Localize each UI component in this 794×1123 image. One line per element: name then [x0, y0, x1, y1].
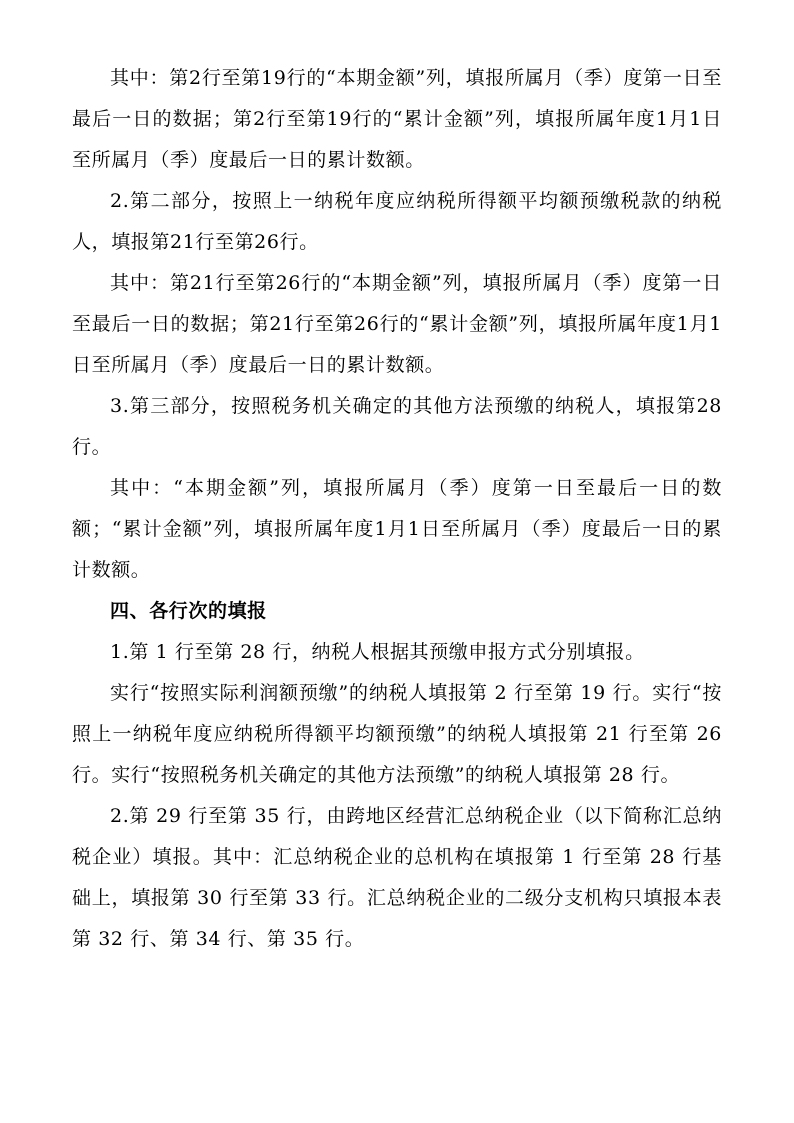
paragraph-part1-detail: 其中：第2行至第19行的“本期金额”列，填报所属月（季）度第一日至最后一日的数据；第2行至第19行的“累计金额”列，填报所属年度1月1日至所属月（季）度最后一日的累计数额。 [72, 67, 722, 171]
paragraph-rows-29-35: 2.第 29 行至第 35 行，由跨地区经营汇总纳税企业（以下简称汇总纳税企业）填报。其中：汇总纳税企业的总机构在填报第 1 行至第 28 行基础上，填报第 30 行至第 33 行。汇总纳税企业的二级分支机构只填报本表第 32 行、第 34 行、第 35 行。 [72, 805, 722, 950]
paragraph-part3-detail: 其中：“本期金额”列，填报所属月（季）度第一日至最后一日的数额；“累计金额”列，填报所属年度1月1日至所属月（季）度最后一日的累计数额。 [72, 477, 722, 581]
paragraph-part2: 2.第二部分，按照上一纳税年度应纳税所得额平均额预缴税款的纳税人，填报第21行至第26行。 [72, 190, 722, 253]
paragraph-prepay-methods: 实行“按照实际利润额预缴”的纳税人填报第 2 行至第 19 行。实行“按照上一纳税年度应纳税所得额平均额预缴”的纳税人填报第 21 行至第 26 行。实行“按照税务机关确定的其他方法预缴”的纳税人填报第 28 行。 [72, 682, 722, 786]
paragraph-part3: 3.第三部分，按照税务机关确定的其他方法预缴的纳税人，填报第28行。 [72, 395, 722, 458]
section-heading: 四、各行次的填报 [110, 600, 267, 622]
paragraph-rows-1-28: 1.第 1 行至第 28 行，纳税人根据其预缴申报方式分别填报。 [110, 641, 645, 663]
paragraph-part2-detail: 其中：第21行至第26行的“本期金额”列，填报所属月（季）度第一日至最后一日的数据；第21行至第26行的“累计金额”列，填报所属年度1月1日至所属月（季）度最后一日的累计数额。 [72, 272, 722, 376]
document-body [72, 58, 722, 960]
